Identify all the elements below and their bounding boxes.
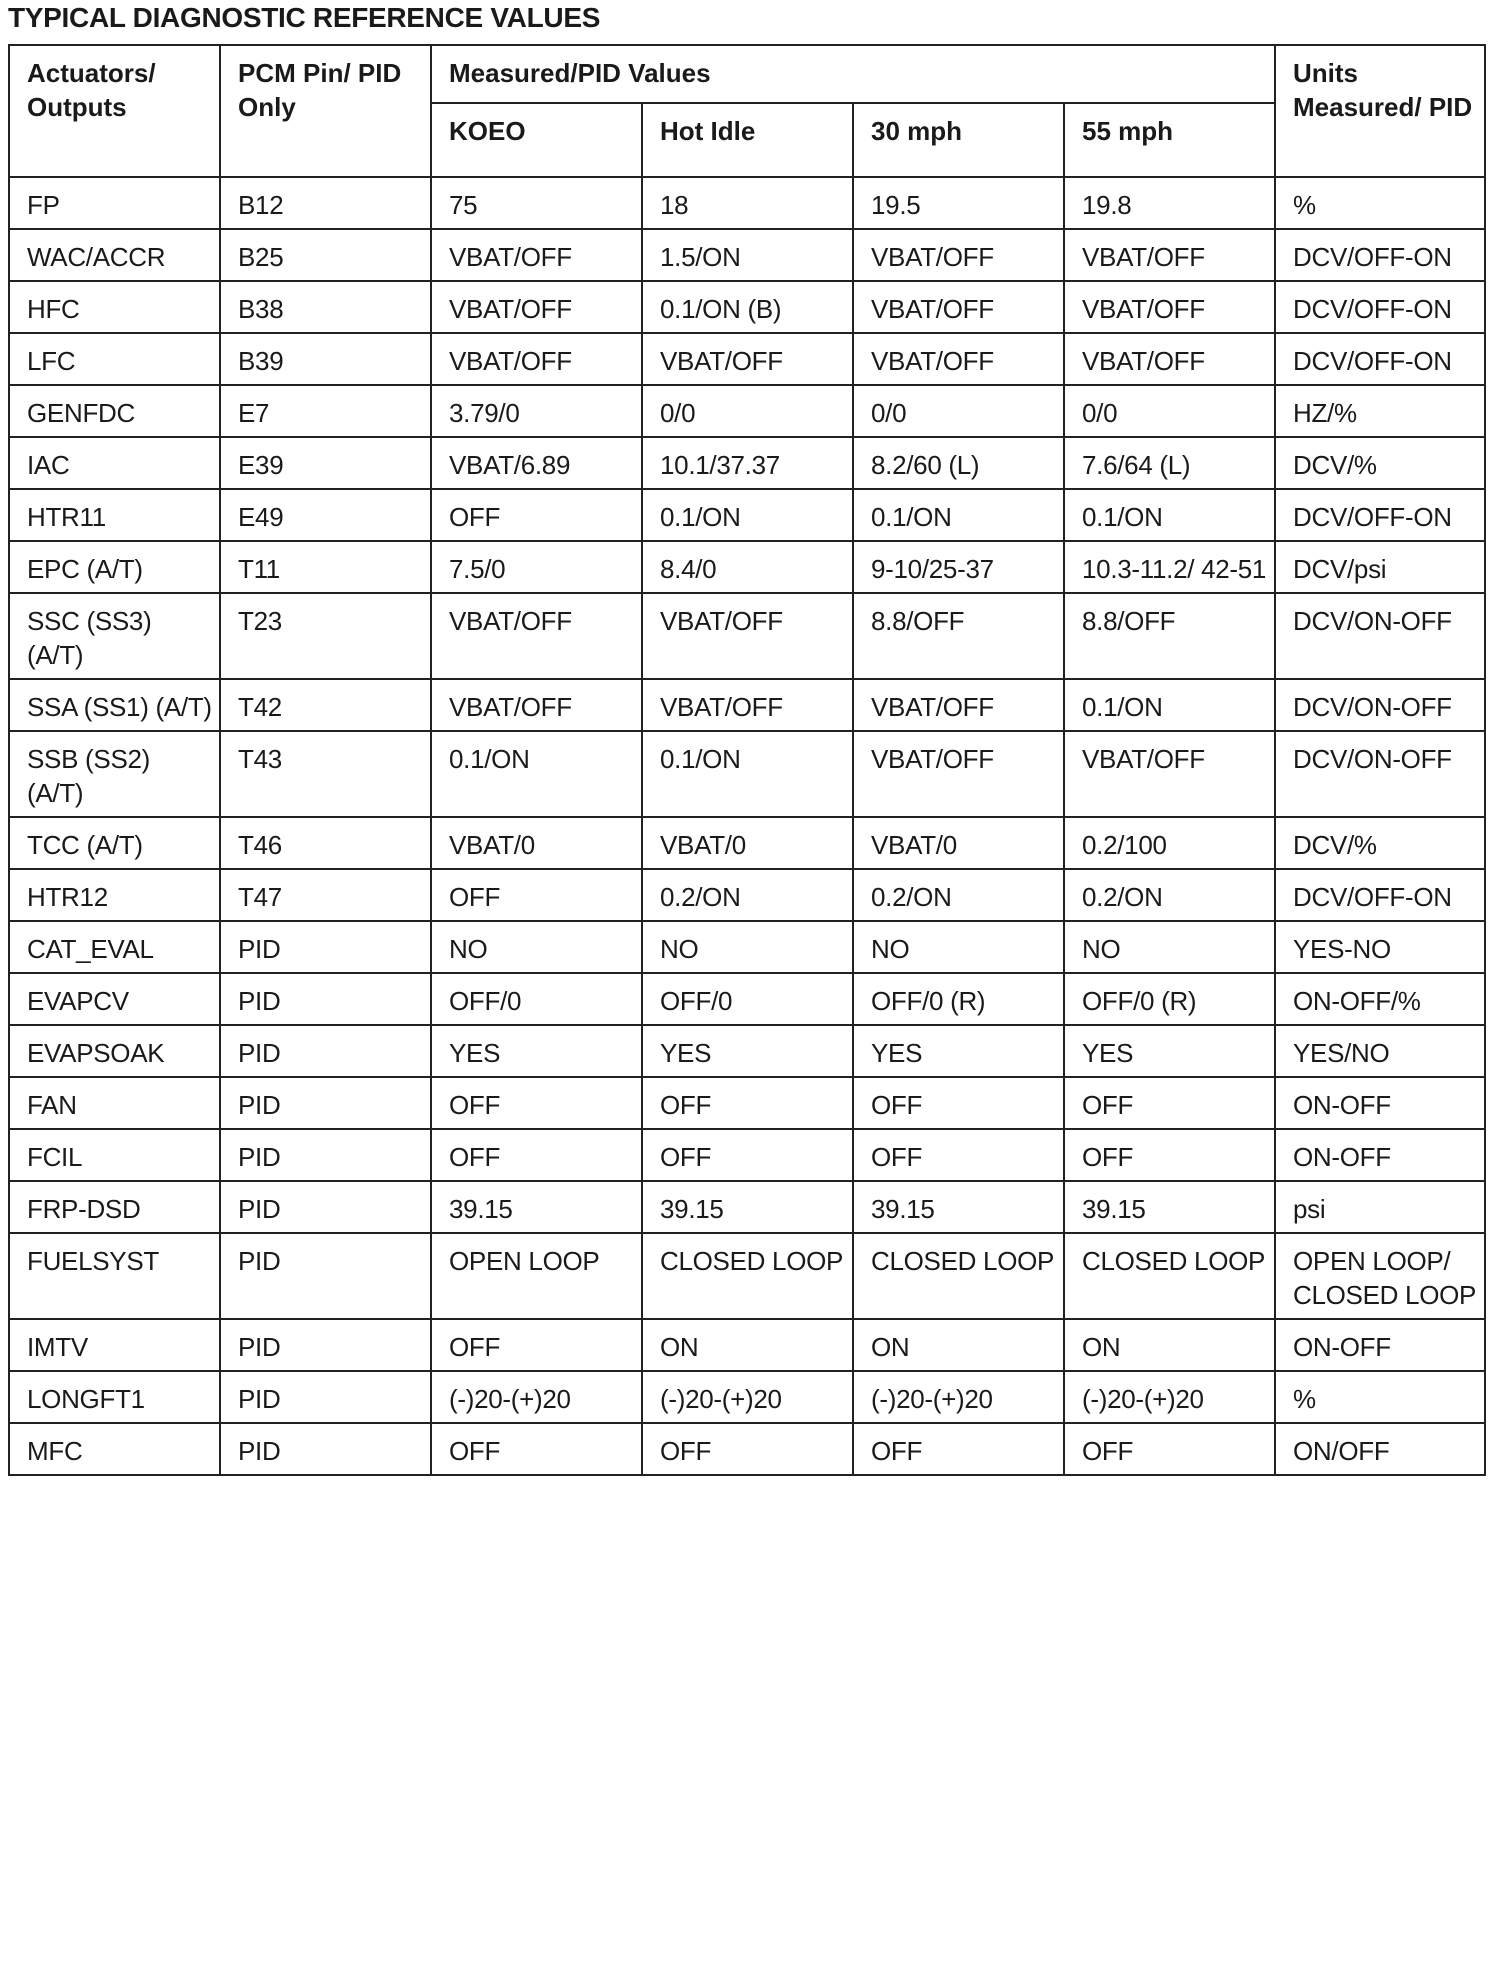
cell-55-mph: NO: [1064, 921, 1275, 973]
cell-units: ON-OFF/%: [1275, 973, 1485, 1025]
cell-actuator: TCC (A/T): [9, 817, 220, 869]
page-title: TYPICAL DIAGNOSTIC REFERENCE VALUES: [8, 2, 601, 33]
cell-hot-idle: 39.15: [642, 1181, 853, 1233]
cell-55-mph: OFF: [1064, 1077, 1275, 1129]
cell-koeo: VBAT/OFF: [431, 593, 642, 679]
cell-koeo: (-)20-(+)20: [431, 1371, 642, 1423]
cell-30-mph: VBAT/OFF: [853, 679, 1064, 731]
cell-koeo: VBAT/OFF: [431, 333, 642, 385]
cell-55-mph: 0.2/100: [1064, 817, 1275, 869]
cell-pcm-pin: T42: [220, 679, 431, 731]
cell-actuator: WAC/ACCR: [9, 229, 220, 281]
cell-actuator: IMTV: [9, 1319, 220, 1371]
cell-actuator: CAT_EVAL: [9, 921, 220, 973]
table-row: [9, 385, 1485, 437]
cell-55-mph: YES: [1064, 1025, 1275, 1077]
table-row: [9, 817, 1485, 869]
cell-55-mph: 10.3-11.2/ 42-51: [1064, 541, 1275, 593]
cell-55-mph: OFF: [1064, 1129, 1275, 1181]
cell-units: ON-OFF: [1275, 1319, 1485, 1371]
cell-pcm-pin: PID: [220, 1181, 431, 1233]
cell-55-mph: 39.15: [1064, 1181, 1275, 1233]
reference-table: [8, 44, 1486, 1476]
cell-actuator: EVAPSOAK: [9, 1025, 220, 1077]
cell-55-mph: 0.1/ON: [1064, 489, 1275, 541]
cell-30-mph: 9-10/25-37: [853, 541, 1064, 593]
cell-55-mph: VBAT/OFF: [1064, 731, 1275, 817]
cell-koeo: OFF/0: [431, 973, 642, 1025]
cell-units: DCV/psi: [1275, 541, 1485, 593]
cell-30-mph: OFF/0 (R): [853, 973, 1064, 1025]
cell-30-mph: 0/0: [853, 385, 1064, 437]
header-55-mph: 55 mph: [1064, 103, 1275, 177]
cell-units: HZ/%: [1275, 385, 1485, 437]
table-row: [9, 437, 1485, 489]
cell-hot-idle: OFF/0: [642, 973, 853, 1025]
cell-55-mph: VBAT/OFF: [1064, 281, 1275, 333]
cell-55-mph: (-)20-(+)20: [1064, 1371, 1275, 1423]
cell-30-mph: 39.15: [853, 1181, 1064, 1233]
cell-55-mph: 19.8: [1064, 177, 1275, 229]
table-row: [9, 1233, 1485, 1319]
cell-koeo: VBAT/OFF: [431, 679, 642, 731]
cell-30-mph: VBAT/OFF: [853, 333, 1064, 385]
table-row: [9, 229, 1485, 281]
cell-actuator: FP: [9, 177, 220, 229]
cell-koeo: 75: [431, 177, 642, 229]
cell-hot-idle: OFF: [642, 1129, 853, 1181]
table-body: [9, 177, 1485, 1475]
table-row: [9, 869, 1485, 921]
table-row: [9, 731, 1485, 817]
cell-hot-idle: 0.1/ON: [642, 731, 853, 817]
header-measured-pid-values: Measured/PID Values: [431, 45, 1275, 103]
table-row: [9, 1077, 1485, 1129]
cell-actuator: LFC: [9, 333, 220, 385]
cell-koeo: OFF: [431, 1319, 642, 1371]
header-actuators: Actuators/ Outputs: [9, 45, 220, 177]
cell-units: OPEN LOOP/ CLOSED LOOP: [1275, 1233, 1485, 1319]
table-row: [9, 1129, 1485, 1181]
cell-units: YES-NO: [1275, 921, 1485, 973]
cell-30-mph: NO: [853, 921, 1064, 973]
table-row: [9, 489, 1485, 541]
cell-pcm-pin: T11: [220, 541, 431, 593]
cell-units: %: [1275, 177, 1485, 229]
cell-units: DCV/OFF-ON: [1275, 489, 1485, 541]
cell-30-mph: 8.2/60 (L): [853, 437, 1064, 489]
table-row: [9, 973, 1485, 1025]
cell-30-mph: OFF: [853, 1077, 1064, 1129]
cell-55-mph: OFF: [1064, 1423, 1275, 1475]
table-row: [9, 333, 1485, 385]
cell-koeo: 39.15: [431, 1181, 642, 1233]
cell-30-mph: OFF: [853, 1423, 1064, 1475]
cell-hot-idle: YES: [642, 1025, 853, 1077]
header-koeo: KOEO: [431, 103, 642, 177]
cell-pcm-pin: T23: [220, 593, 431, 679]
cell-units: ON-OFF: [1275, 1129, 1485, 1181]
cell-hot-idle: VBAT/OFF: [642, 333, 853, 385]
cell-30-mph: CLOSED LOOP: [853, 1233, 1064, 1319]
cell-koeo: NO: [431, 921, 642, 973]
cell-koeo: OFF: [431, 869, 642, 921]
cell-koeo: 7.5/0: [431, 541, 642, 593]
cell-units: YES/NO: [1275, 1025, 1485, 1077]
cell-pcm-pin: PID: [220, 1319, 431, 1371]
cell-actuator: FCIL: [9, 1129, 220, 1181]
cell-pcm-pin: E7: [220, 385, 431, 437]
cell-actuator: GENFDC: [9, 385, 220, 437]
cell-koeo: VBAT/6.89: [431, 437, 642, 489]
cell-30-mph: VBAT/OFF: [853, 281, 1064, 333]
cell-30-mph: VBAT/OFF: [853, 229, 1064, 281]
cell-koeo: VBAT/OFF: [431, 281, 642, 333]
cell-units: ON/OFF: [1275, 1423, 1485, 1475]
cell-actuator: HFC: [9, 281, 220, 333]
cell-koeo: OFF: [431, 1423, 642, 1475]
table-row: [9, 541, 1485, 593]
cell-units: DCV/OFF-ON: [1275, 869, 1485, 921]
cell-units: DCV/OFF-ON: [1275, 229, 1485, 281]
cell-pcm-pin: PID: [220, 1423, 431, 1475]
cell-pcm-pin: PID: [220, 1077, 431, 1129]
cell-koeo: VBAT/OFF: [431, 229, 642, 281]
header-30-mph: 30 mph: [853, 103, 1064, 177]
cell-pcm-pin: T46: [220, 817, 431, 869]
cell-actuator: LONGFT1: [9, 1371, 220, 1423]
cell-pcm-pin: PID: [220, 1371, 431, 1423]
cell-hot-idle: VBAT/0: [642, 817, 853, 869]
cell-units: DCV/%: [1275, 817, 1485, 869]
table-row: [9, 1181, 1485, 1233]
cell-55-mph: VBAT/OFF: [1064, 229, 1275, 281]
cell-55-mph: ON: [1064, 1319, 1275, 1371]
table-row: [9, 281, 1485, 333]
cell-hot-idle: (-)20-(+)20: [642, 1371, 853, 1423]
cell-hot-idle: 0.2/ON: [642, 869, 853, 921]
cell-actuator: FAN: [9, 1077, 220, 1129]
cell-30-mph: VBAT/0: [853, 817, 1064, 869]
cell-55-mph: VBAT/OFF: [1064, 333, 1275, 385]
cell-actuator: MFC: [9, 1423, 220, 1475]
cell-pcm-pin: B39: [220, 333, 431, 385]
cell-30-mph: OFF: [853, 1129, 1064, 1181]
header-units: Units Measured/ PID: [1275, 45, 1485, 177]
cell-koeo: YES: [431, 1025, 642, 1077]
cell-hot-idle: VBAT/OFF: [642, 593, 853, 679]
cell-hot-idle: CLOSED LOOP: [642, 1233, 853, 1319]
cell-hot-idle: 0.1/ON: [642, 489, 853, 541]
cell-actuator: SSA (SS1) (A/T): [9, 679, 220, 731]
cell-hot-idle: NO: [642, 921, 853, 973]
table-row: [9, 593, 1485, 679]
cell-30-mph: YES: [853, 1025, 1064, 1077]
header-hot-idle: Hot Idle: [642, 103, 853, 177]
cell-55-mph: CLOSED LOOP: [1064, 1233, 1275, 1319]
cell-pcm-pin: PID: [220, 1129, 431, 1181]
cell-koeo: OPEN LOOP: [431, 1233, 642, 1319]
cell-units: DCV/OFF-ON: [1275, 333, 1485, 385]
cell-55-mph: 0.1/ON: [1064, 679, 1275, 731]
cell-55-mph: 0/0: [1064, 385, 1275, 437]
cell-pcm-pin: E39: [220, 437, 431, 489]
cell-units: DCV/ON-OFF: [1275, 593, 1485, 679]
cell-hot-idle: 0.1/ON (B): [642, 281, 853, 333]
cell-pcm-pin: T47: [220, 869, 431, 921]
cell-koeo: 0.1/ON: [431, 731, 642, 817]
cell-30-mph: 0.2/ON: [853, 869, 1064, 921]
header-row-1: [9, 45, 1485, 103]
cell-units: DCV/ON-OFF: [1275, 731, 1485, 817]
cell-actuator: SSB (SS2) (A/T): [9, 731, 220, 817]
cell-30-mph: 19.5: [853, 177, 1064, 229]
cell-hot-idle: 10.1/37.37: [642, 437, 853, 489]
cell-koeo: 3.79/0: [431, 385, 642, 437]
cell-hot-idle: OFF: [642, 1077, 853, 1129]
cell-actuator: HTR12: [9, 869, 220, 921]
cell-30-mph: (-)20-(+)20: [853, 1371, 1064, 1423]
cell-koeo: OFF: [431, 1077, 642, 1129]
table-row: [9, 1423, 1485, 1475]
header-pcm-pin: PCM Pin/ PID Only: [220, 45, 431, 177]
cell-pcm-pin: PID: [220, 973, 431, 1025]
table-row: [9, 921, 1485, 973]
cell-pcm-pin: PID: [220, 1025, 431, 1077]
cell-pcm-pin: T43: [220, 731, 431, 817]
cell-55-mph: OFF/0 (R): [1064, 973, 1275, 1025]
cell-30-mph: 0.1/ON: [853, 489, 1064, 541]
table-row: [9, 177, 1485, 229]
table-row: [9, 1025, 1485, 1077]
cell-actuator: FUELSYST: [9, 1233, 220, 1319]
cell-actuator: FRP-DSD: [9, 1181, 220, 1233]
cell-pcm-pin: PID: [220, 921, 431, 973]
cell-actuator: HTR11: [9, 489, 220, 541]
cell-hot-idle: 0/0: [642, 385, 853, 437]
cell-pcm-pin: B38: [220, 281, 431, 333]
cell-55-mph: 8.8/OFF: [1064, 593, 1275, 679]
cell-units: DCV/%: [1275, 437, 1485, 489]
cell-30-mph: ON: [853, 1319, 1064, 1371]
cell-30-mph: VBAT/OFF: [853, 731, 1064, 817]
cell-koeo: OFF: [431, 489, 642, 541]
cell-hot-idle: OFF: [642, 1423, 853, 1475]
cell-hot-idle: 1.5/ON: [642, 229, 853, 281]
cell-units: ON-OFF: [1275, 1077, 1485, 1129]
cell-units: DCV/OFF-ON: [1275, 281, 1485, 333]
cell-actuator: IAC: [9, 437, 220, 489]
cell-55-mph: 0.2/ON: [1064, 869, 1275, 921]
cell-actuator: EVAPCV: [9, 973, 220, 1025]
cell-units: psi: [1275, 1181, 1485, 1233]
cell-hot-idle: 18: [642, 177, 853, 229]
cell-pcm-pin: B25: [220, 229, 431, 281]
cell-pcm-pin: PID: [220, 1233, 431, 1319]
table-row: [9, 1319, 1485, 1371]
cell-55-mph: 7.6/64 (L): [1064, 437, 1275, 489]
cell-hot-idle: 8.4/0: [642, 541, 853, 593]
cell-actuator: SSC (SS3) (A/T): [9, 593, 220, 679]
table-row: [9, 1371, 1485, 1423]
cell-pcm-pin: E49: [220, 489, 431, 541]
cell-30-mph: 8.8/OFF: [853, 593, 1064, 679]
cell-hot-idle: ON: [642, 1319, 853, 1371]
cell-koeo: VBAT/0: [431, 817, 642, 869]
cell-hot-idle: VBAT/OFF: [642, 679, 853, 731]
cell-pcm-pin: B12: [220, 177, 431, 229]
cell-actuator: EPC (A/T): [9, 541, 220, 593]
cell-units: DCV/ON-OFF: [1275, 679, 1485, 731]
cell-koeo: OFF: [431, 1129, 642, 1181]
table-row: [9, 679, 1485, 731]
cell-units: %: [1275, 1371, 1485, 1423]
